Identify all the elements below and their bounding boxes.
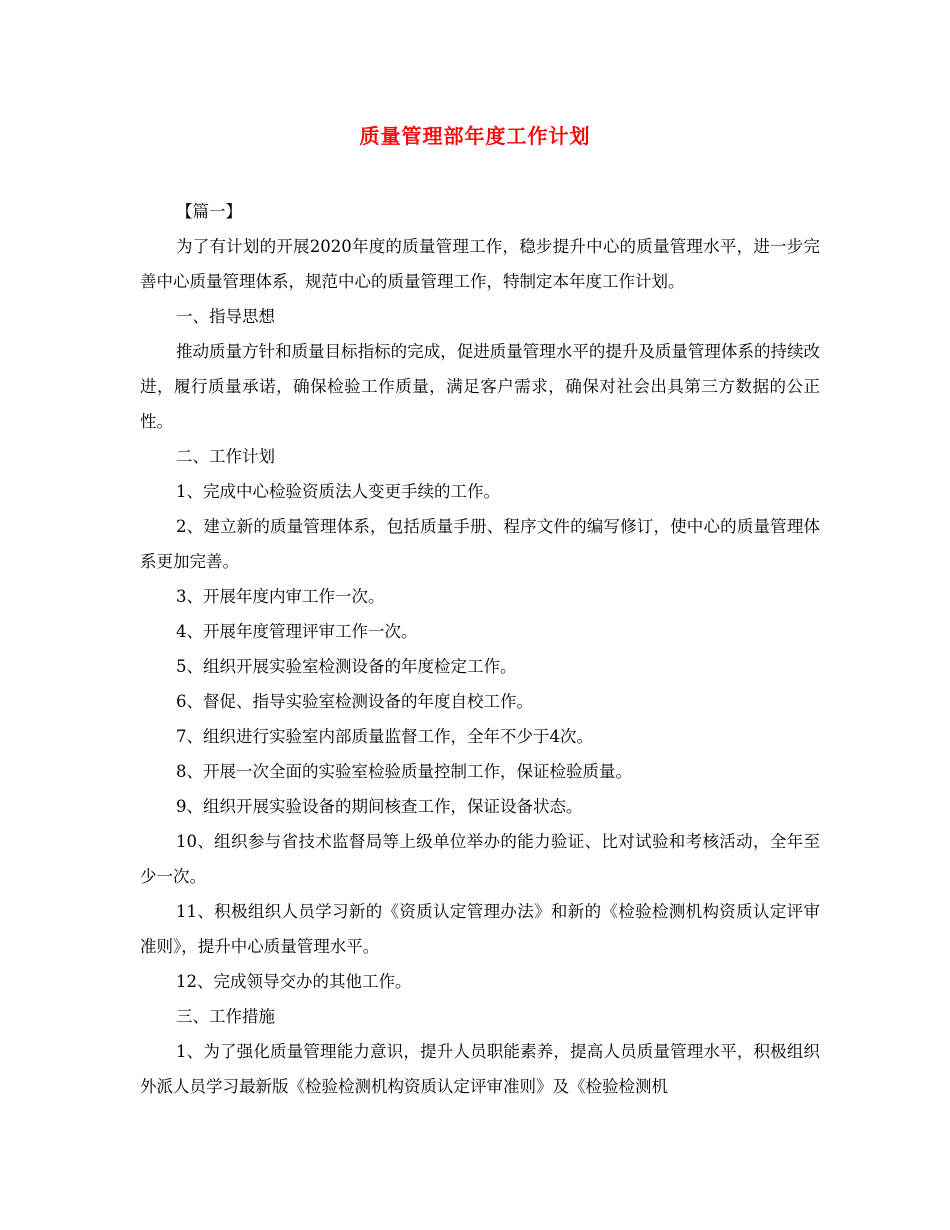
measure-item-1: 1、为了强化质量管理能力意识，提升人员职能素养，提高人员质量管理水平，积极组织外派人员学习最新版《检验检测机构资质认定评审准则》及《检验检测机 xyxy=(140,1042,820,1096)
plan-item-3: 3、开展年度内审工作一次。 xyxy=(176,587,385,606)
plan-item-4: 4、开展年度管理评审工作一次。 xyxy=(176,622,418,641)
plan-item-12: 12、完成领导交办的其他工作。 xyxy=(176,972,412,991)
heading-guiding-thought: 一、指导思想 xyxy=(176,307,275,326)
guiding-thought-paragraph: 推动质量方针和质量目标指标的完成，促进质量管理水平的提升及质量管理体系的持续改进，履行质量承诺，确保检验工作质量，满足客户需求，确保对社会出具第三方数据的公正性。 xyxy=(140,342,820,431)
plan-item-11: 11、积极组织人员学习新的《资质认定管理办法》和新的《检验检测机构资质认定评审准则》，提升中心质量管理水平。 xyxy=(140,902,820,956)
heading-work-plan: 二、工作计划 xyxy=(176,447,275,466)
plan-item-2: 2、建立新的质量管理体系，包括质量手册、程序文件的编写修订，使中心的质量管理体系更加完善。 xyxy=(140,517,820,571)
heading-work-measures: 三、工作措施 xyxy=(176,1007,275,1026)
intro-paragraph: 为了有计划的开展2020年度的质量管理工作，稳步提升中心的质量管理水平，进一步完善中心质量管理体系，规范中心的质量管理工作，特制定本年度工作计划。 xyxy=(140,237,820,291)
plan-item-6: 6、督促、指导实验室检测设备的年度自校工作。 xyxy=(176,692,533,711)
plan-item-8: 8、开展一次全面的实验室检验质量控制工作，保证检验质量。 xyxy=(176,762,632,781)
plan-item-9: 9、组织开展实验设备的期间核查工作，保证设备状态。 xyxy=(176,797,583,816)
plan-item-7: 7、组织进行实验室内部质量监督工作，全年不少于4次。 xyxy=(176,727,593,746)
plan-item-10: 10、组织参与省技术监督局等上级单位举办的能力验证、比对试验和考核活动，全年至少一次。 xyxy=(140,832,820,886)
document-body xyxy=(140,194,820,1104)
plan-item-1: 1、完成中心检验资质法人变更手续的工作。 xyxy=(176,482,500,501)
document-title: 质量管理部年度工作计划 xyxy=(359,124,591,148)
section-header-pian-yi: 【篇一】 xyxy=(176,202,242,221)
plan-item-5: 5、组织开展实验室检测设备的年度检定工作。 xyxy=(176,657,517,676)
